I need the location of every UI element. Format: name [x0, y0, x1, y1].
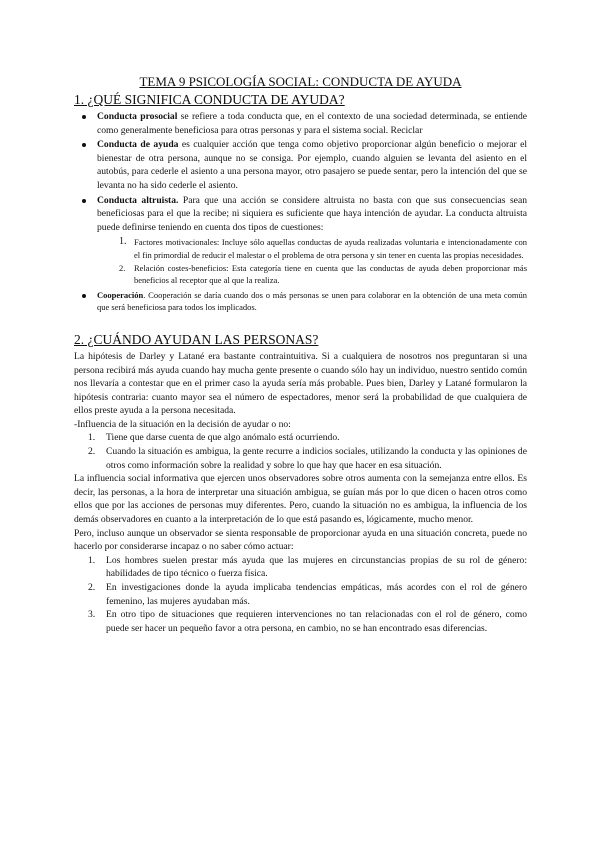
list-item [74, 554, 527, 581]
term-cooperacion: Cooperación [97, 289, 144, 300]
paragraph-competence: Pero, incluso aunque un observador se sienta responsable de proporcionar ayuda en una situación concreta, puede no hacerlo por considerarse incapaz o no saber cómo actuar: [74, 527, 527, 553]
list-number: 1. [88, 432, 96, 444]
document-page [74, 74, 527, 635]
bullet-cooperacion [74, 289, 527, 314]
term-altruista: Conducta altruista. [97, 194, 179, 206]
bullet-ayuda [74, 138, 527, 192]
list-number: 3. [88, 609, 96, 621]
list-number: 2. [119, 262, 126, 273]
list-item [74, 431, 527, 445]
section-1-heading: 1. ¿QUÉ SIGNIFICA CONDUCTA DE AYUDA? [74, 92, 345, 107]
altruism-criteria-list [97, 236, 527, 286]
bullet-prosocial [74, 110, 527, 137]
definition-altruista: Para que una acción se considere altruista no basta con que sus consecuencias sean beneficiosas para el que la recibe; ni siquiera es suficiente que haya intención de ayudar. La conducta altruista puede definirse teniendo en cuenta dos tipos de cuestiones: [97, 194, 527, 233]
criteria-item [97, 236, 527, 261]
criteria-item [97, 262, 527, 287]
list-number: 2. [88, 582, 96, 593]
list-item-text: En otro tipo de situaciones que requieren intervenciones no tan relacionadas con el rol de género, como puede ser hacer un pequeño favor a otra persona, en cambio, no se han encontrado esas diferencias. [106, 609, 527, 634]
term-prosocial: Conducta prosocial [97, 111, 178, 122]
definition-cooperacion: . Cooperación se daría cuando dos o más personas se unen para colaborar en la obtención de una meta común que será beneficiosa para todos los implicados. [97, 289, 527, 313]
document-title: TEMA 9 PSICOLOGÍA SOCIAL: CONDUCTA DE AYUDA [139, 74, 462, 89]
gender-differences-list [74, 554, 527, 636]
section-2-heading: 2. ¿CUÁNDO AYUDAN LAS PERSONAS? [74, 331, 319, 347]
list-item-text: Tiene que darse cuenta de que algo anómalo está ocurriendo. [106, 432, 340, 444]
term-ayuda: Conducta de ayuda [97, 139, 179, 151]
list-item-text: En investigaciones donde la ayuda implicaba tendencias empáticas, más acordes con el rol de género femenino, las mujeres ayudaban más. [106, 582, 527, 607]
paragraph-darley-latane: La hipótesis de Darley y Latané era bastante contraintuitiva. Si a cualquiera de nosotros nos preguntaran si una persona recibirá más ayuda cuando hay mucha gente presente o cuando sólo hay un individuo, nuestro sentido común nos llevaría a contestar que en el primer caso la ayuda sería más probable. Pues bien, Darley y Latané formularon la hipótesis contraria: cuanto mayor sea el número de espectadores, menor será la probabilidad de que cualquiera de ellos preste ayuda a la persona necesitada. [74, 350, 527, 417]
list-number: 2. [88, 446, 96, 458]
list-item-text: Los hombres suelen prestar más ayuda que las mujeres en circunstancias propias de su rol de género: habilidades de tipo técnico o fuerza física. [106, 554, 527, 580]
bullet-altruista [74, 194, 527, 287]
definition-ayuda: es cualquier acción que tenga como objetivo proporcionar algún beneficio o mejorar el bienestar de otra persona, aunque no se consiga. Por ejemplo, cuando alguien se levanta del asiento en el autobús, para cederle el asiento a una persona mayor, otro pasajero se puede sentar, pero la intención del que se levanta no ha sido cederle el asiento. [97, 139, 528, 191]
list-item-text: Cuando la situación es ambigua, la gente recurre a indicios sociales, utilizando la conducta y las opiniones de otros como información sobre la realidad y sobre lo que hay que hacer en esa situación. [106, 446, 527, 471]
list-number: 1. [119, 236, 127, 248]
list-item [74, 581, 527, 608]
definition-prosocial: se refiere a toda conducta que, en el contexto de una sociedad determinada, se entiende como generalmente beneficiosa para otras personas y para el sistema social. Reciclar [97, 111, 528, 136]
criteria-text: Relación costes-beneficios: Esta categoría tiene en cuenta que las conductas de ayuda deben proporcionar más beneficios al receptor que al que la realiza. [134, 262, 527, 286]
situation-influence-list [74, 431, 527, 472]
criteria-text: Factores motivacionales: Incluye sólo aquellas conductas de ayuda realizadas voluntaria e intencionadamente con el fin primordial de reducir el malestar o el problema de otra persona y sin tener en cuenta las propias necesidades. [134, 237, 527, 260]
paragraph-influence-intro: -Influencia de la situación en la decisión de ayudar o no: [74, 418, 291, 430]
list-item [74, 445, 527, 472]
paragraph-social-influence: La influencia social informativa que ejercen unos observadores sobre otros aumenta con la semejanza entre ellos. Es decir, las personas, a la hora de interpretar una situación ambigua, se guían más por lo que dicen o hacen otros como ellos que por las acciones de personas muy diferentes. Pero, cuando la situación no es ambigua, la influencia de los demás observadores en cuanto a la interpretación de lo que está pasando es, lógicamente, mucho menor. [74, 473, 527, 526]
section-1-bullet-list [74, 110, 527, 314]
list-item [74, 608, 527, 635]
list-number: 1. [88, 554, 96, 566]
